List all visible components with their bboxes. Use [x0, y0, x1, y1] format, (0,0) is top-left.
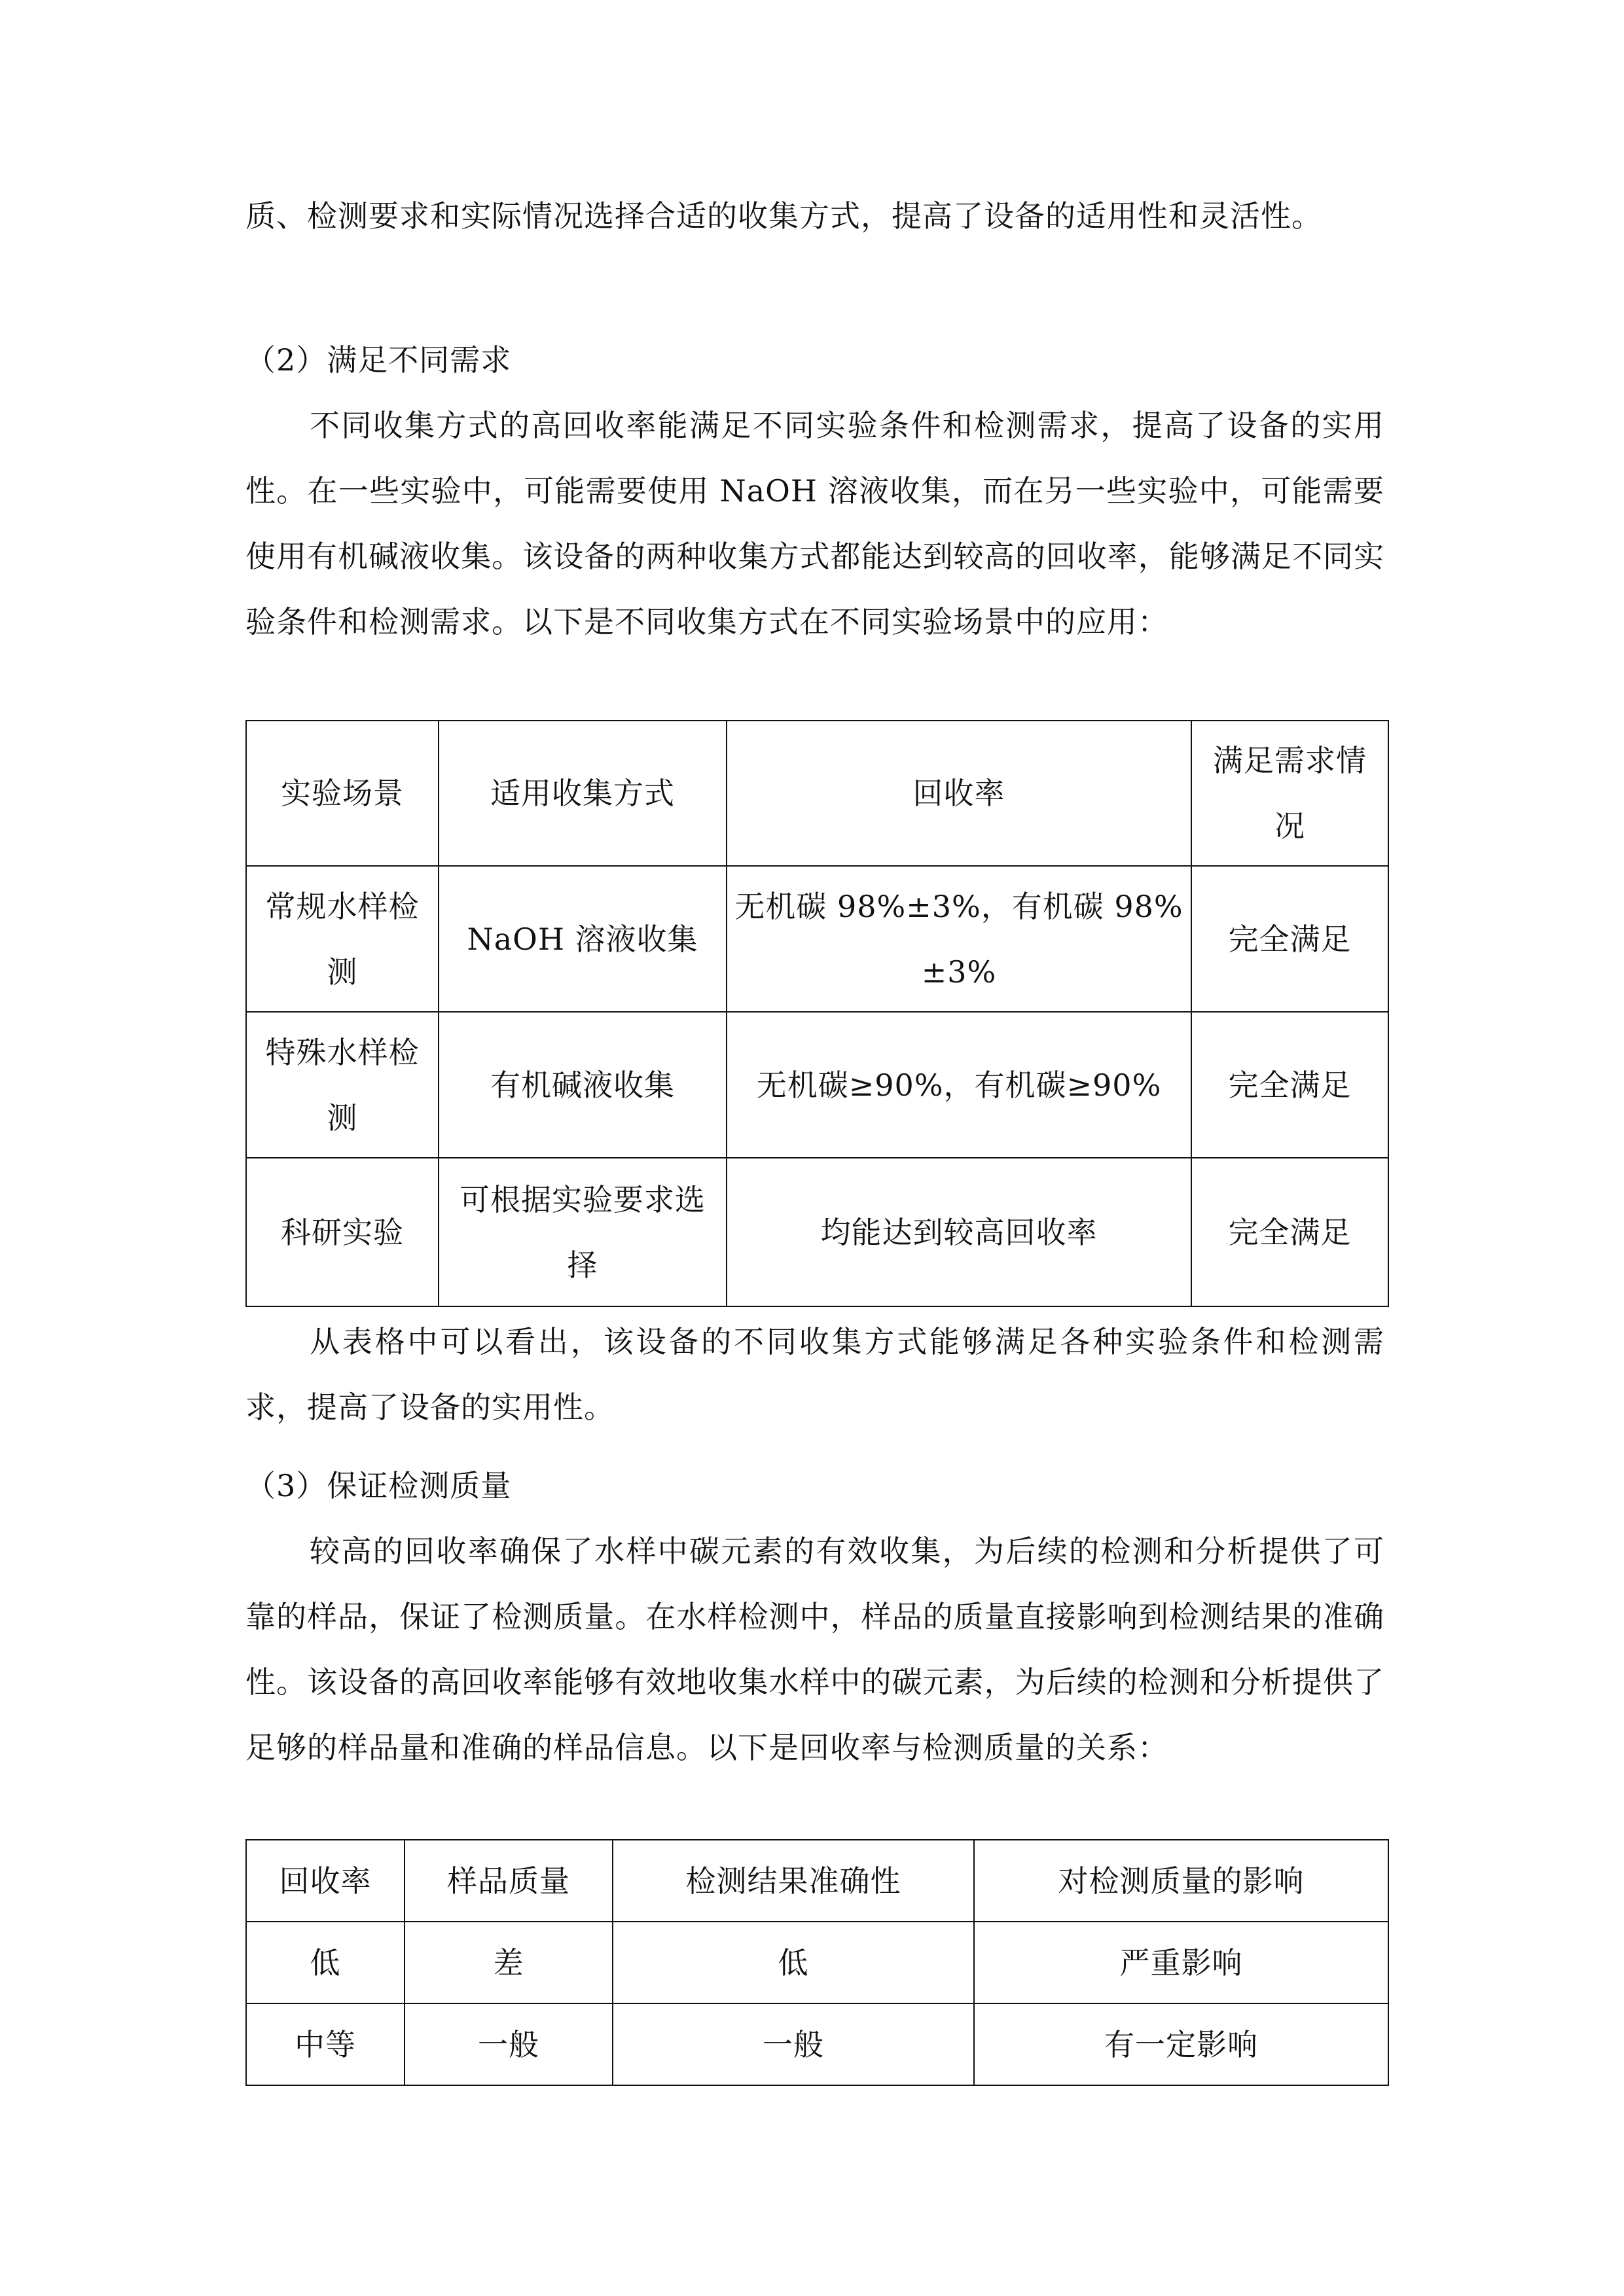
- section-3-block: [245, 1453, 1384, 1780]
- table-header-cell: 满足需求情况: [1191, 721, 1388, 866]
- table-row: [246, 1158, 1388, 1306]
- table-cell: 无机碳 98%±3%，有机碳 98%±3%: [727, 866, 1191, 1012]
- table-cell: 低: [613, 1922, 974, 2003]
- table-cell: 有一定影响: [974, 2003, 1388, 2085]
- table-header-row: [246, 1840, 1388, 1922]
- table-cell: NaOH 溶液收集: [439, 866, 727, 1012]
- table-row: [246, 1922, 1388, 2003]
- table-header-cell: 实验场景: [246, 721, 439, 866]
- table-row: [246, 866, 1388, 1012]
- table-header-cell: 检测结果准确性: [613, 1840, 974, 1922]
- table-cell: 完全满足: [1191, 1012, 1388, 1158]
- table-header-cell: 对检测质量的影响: [974, 1840, 1388, 1922]
- table-cell: 低: [246, 1922, 405, 2003]
- table-header-cell: 回收率: [246, 1840, 405, 1922]
- table-cell: 一般: [613, 2003, 974, 2085]
- table-cell: 完全满足: [1191, 866, 1388, 1012]
- table-cell: 中等: [246, 2003, 405, 2085]
- table-header-cell: 适用收集方式: [439, 721, 727, 866]
- table-row: [246, 2003, 1388, 2085]
- table-cell: 有机碱液收集: [439, 1012, 727, 1158]
- section-2-block: [245, 327, 1384, 655]
- table-header-cell: 样品质量: [405, 1840, 613, 1922]
- table-header-row: [246, 721, 1388, 866]
- recovery-quality-table: [245, 1839, 1389, 2086]
- table-cell: 特殊水样检测: [246, 1012, 439, 1158]
- section-heading-3: （3）保证检测质量: [245, 1468, 512, 1503]
- table-summary-block: [245, 1309, 1384, 1440]
- table-cell: 完全满足: [1191, 1158, 1388, 1306]
- paragraph-needs: 不同收集方式的高回收率能满足不同实验条件和检测需求，提高了设备的实用性。在一些实验中，可能需要使用 NaOH 溶液收集，而在另一些实验中，可能需要使用有机碱液收集。该设备的两种收集方式都能达到较高的回收率，能够满足不同实验条件和检测需求。以下是不同收集方式在不同实验场景中的应用：: [245, 408, 1384, 639]
- table-cell: 常规水样检测: [246, 866, 439, 1012]
- table-cell: 严重影响: [974, 1922, 1388, 2003]
- collection-methods-table: [245, 720, 1389, 1307]
- table-cell: 一般: [405, 2003, 613, 2085]
- table-row: [246, 1012, 1388, 1158]
- intro-block: [245, 183, 1384, 249]
- section-heading-2: （2）满足不同需求: [245, 342, 512, 378]
- paragraph-table-summary: 从表格中可以看出，该设备的不同收集方式能够满足各种实验条件和检测需求，提高了设备的实用性。: [245, 1324, 1384, 1425]
- table-cell: 差: [405, 1922, 613, 2003]
- table-cell: 无机碳≥90%，有机碳≥90%: [727, 1012, 1191, 1158]
- paragraph-quality: 较高的回收率确保了水样中碳元素的有效收集，为后续的检测和分析提供了可靠的样品，保证了检测质量。在水样检测中，样品的质量直接影响到检测结果的准确性。该设备的高回收率能够有效地收集水样中的碳元素，为后续的检测和分析提供了足够的样品量和准确的样品信息。以下是回收率与检测质量的关系：: [245, 1534, 1384, 1765]
- table-cell: 科研实验: [246, 1158, 439, 1306]
- table-header-cell: 回收率: [727, 721, 1191, 866]
- table-cell: 均能达到较高回收率: [727, 1158, 1191, 1306]
- paragraph-continuation: 质、检测要求和实际情况选择合适的收集方式，提高了设备的适用性和灵活性。: [245, 198, 1322, 234]
- table-cell: 可根据实验要求选择: [439, 1158, 727, 1306]
